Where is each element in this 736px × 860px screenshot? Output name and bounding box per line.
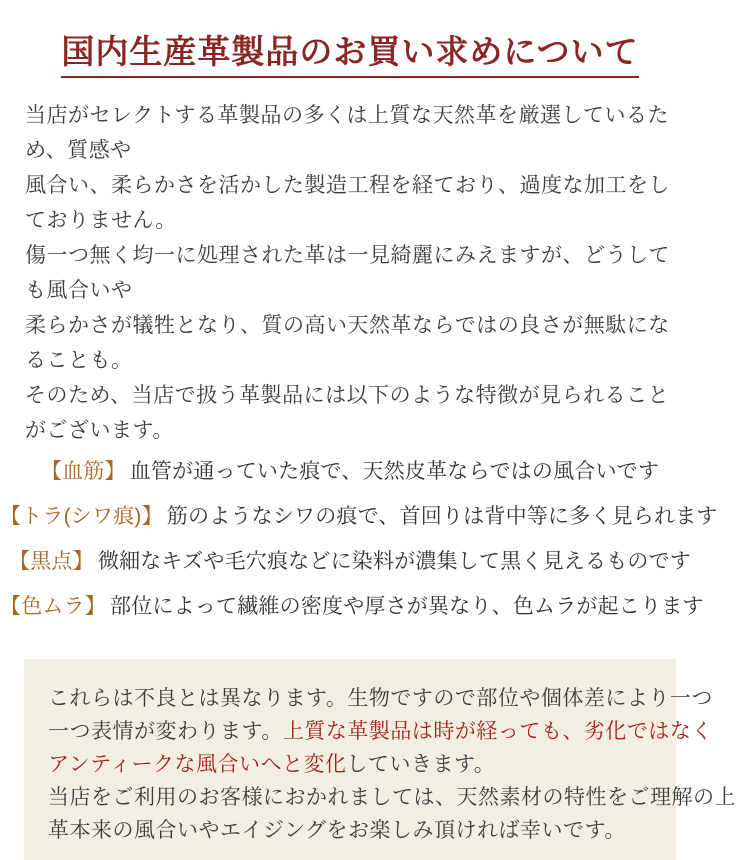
page-title — [0, 26, 700, 78]
notice-line-3-red: アンティークな風合いへと変化 — [48, 752, 347, 776]
intro-line-1: 当店がセレクトする革製品の多くは上質な天然革を厳選しているため、質感や — [25, 103, 669, 162]
notice-line-3 — [48, 748, 652, 781]
notice-line-1: これらは不良とは異なります。生物ですので部位や個体差により一つ — [48, 686, 713, 710]
notice-line-2 — [48, 715, 713, 748]
feature-text-kokuten: 微細なキズや毛穴痕などに染料が濃集して黒く見えるものです — [97, 550, 691, 573]
notice-line-2-normal: 一つ表情が変わります。 — [48, 719, 283, 743]
feature-text-tora: 筋のようなシワの痕で、首回りは背中等に多く見られます — [166, 505, 718, 528]
notice-line-4: 当店をご利用のお客様におかれましては、天然素材の特性をご理解の上 — [48, 785, 736, 809]
intro-paragraph — [25, 98, 678, 448]
feature-label-kokuten: 【黒点】 — [9, 550, 94, 573]
leather-product-notice-page — [0, 26, 736, 842]
notice-line-3-normal: していきます。 — [346, 752, 496, 776]
page-title-text: 国内生産革製品のお買い求めについて — [61, 26, 638, 78]
feature-text-chisuji: 血管が通っていた痕で、天然皮革ならではの風合いです — [129, 460, 660, 483]
feature-label-iromura: 【色ムラ】 — [0, 595, 106, 618]
feature-text-iromura: 部位によって繊維の密度や厚さが異なり、色ムラが起こります — [110, 595, 704, 618]
notice-box — [24, 659, 736, 860]
notice-line-2-red: 上質な革製品は時が経っても、劣化ではなく — [282, 719, 713, 743]
intro-line-4: 柔らかさが犠牲となり、質の高い天然革ならではの良さが無駄になることも。 — [25, 313, 670, 372]
feature-item-chisuji — [0, 449, 700, 494]
feature-item-tora — [0, 494, 718, 539]
feature-label-tora: 【トラ(シワ痕)】 — [0, 505, 163, 528]
intro-line-5: そのため、当店で扱う革製品には以下のような特徴が見られることがございます。 — [25, 383, 670, 442]
feature-item-kokuten — [0, 539, 700, 584]
feature-item-iromura — [0, 584, 704, 629]
intro-line-2: 風合い、柔らかさを活かした製造工程を経ており、過度な加工をしておりません。 — [25, 173, 670, 232]
feature-label-chisuji: 【血筋】 — [40, 460, 126, 483]
feature-list — [0, 449, 718, 629]
intro-line-3: 傷一つ無く均一に処理された革は一見綺麗にみえますが、どうしても風合いや — [25, 243, 670, 302]
notice-line-5: 革本来の風合いやエイジングをお楽しみ頂ければ幸いです。 — [48, 818, 626, 842]
